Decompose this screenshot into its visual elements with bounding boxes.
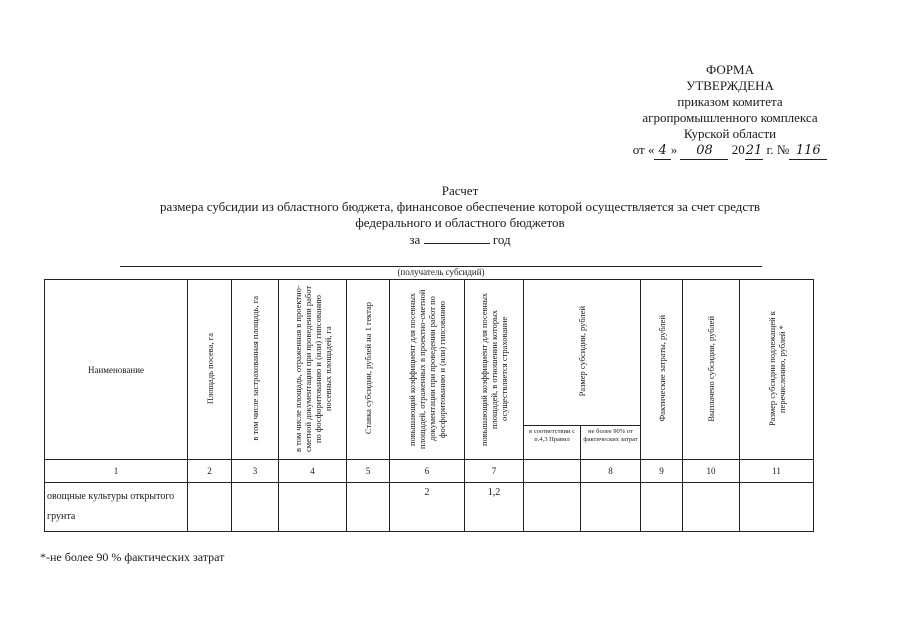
header-c8a: в соответствии с п.4,3 Правил: [524, 426, 581, 460]
year-blank: [424, 231, 490, 244]
form-approval-block: [600, 62, 860, 160]
footnote: *-не более 90 % фактических затрат: [40, 550, 225, 564]
col-num-5: 5: [347, 460, 390, 483]
doc-number: 116: [789, 143, 827, 160]
header-c4: в том числе площадь, отраженная в проектно-сметной документации при проведении работ по фосфоритованию и (или) гипсованию посевных площадей, га: [279, 280, 347, 460]
document-title: [60, 183, 860, 248]
row-c11: [740, 483, 814, 532]
column-number-row: [45, 460, 814, 483]
row-c4: [279, 483, 347, 532]
date-mid: »: [670, 142, 678, 157]
row-c7: 1,2: [465, 483, 524, 532]
subsidy-table: [44, 279, 814, 532]
col-num-3: 3: [232, 460, 279, 483]
row-c8b: [581, 483, 641, 532]
god-label: год: [492, 232, 511, 247]
header-c7: повышающий коэффициент для посевных площадей, в отношении которых осуществляется страхование: [465, 280, 524, 460]
year-line: [60, 231, 860, 248]
col-num-blank: [524, 460, 581, 483]
row-c2: [188, 483, 232, 532]
header-c5: Ставка субсидии, рублей на 1 гектар: [347, 280, 390, 460]
header-name: Наименование: [45, 280, 188, 460]
header-c9: Фактические затраты, рублей: [641, 280, 683, 460]
date-day: 4: [654, 143, 670, 160]
date-suffix: г. №: [766, 142, 790, 157]
row-c3: [232, 483, 279, 532]
row-c8a: [524, 483, 581, 532]
header-c11: Размер субсидии подлежащей к перечислению, рублей *: [740, 280, 814, 460]
approved-label: УТВЕРЖДЕНА: [686, 78, 774, 93]
date-year-prefix: 20: [731, 142, 745, 157]
col-num-2: 2: [188, 460, 232, 483]
header-c8: Размер субсидии, рублей: [524, 280, 641, 426]
date-year-suffix: 21: [745, 143, 763, 158]
committee-label: агропромышленного комплекса: [642, 110, 818, 125]
col-num-7: 7: [465, 460, 524, 483]
date-month: 08: [680, 143, 728, 160]
order-label: приказом комитета: [677, 94, 783, 109]
row-c6: 2: [390, 483, 465, 532]
form-label: ФОРМА: [706, 62, 754, 77]
col-num-9: 9: [641, 460, 683, 483]
row-c10: [683, 483, 740, 532]
title-line-1: Расчет: [441, 183, 479, 198]
row-c9: [641, 483, 683, 532]
header-c6: повышающий коэффициент для посевных площадей, отраженных в проектно-сметной документации при проведении работ по фосфоритованию и (или) гипсованию: [390, 280, 465, 460]
col-num-11: 11: [740, 460, 814, 483]
row-c5: [347, 483, 390, 532]
col-num-10: 10: [683, 460, 740, 483]
col-num-8: 8: [581, 460, 641, 483]
col-num-4: 4: [279, 460, 347, 483]
col-num-6: 6: [390, 460, 465, 483]
header-c10: Выплачено субсидии, рублей: [683, 280, 740, 460]
approval-date-line: [600, 142, 860, 160]
title-line-3: федерального и областного бюджетов: [355, 215, 565, 230]
header-c8b: не более 90% от фактических затрат: [581, 426, 641, 460]
table-row: [45, 483, 814, 532]
header-row: [45, 280, 814, 426]
title-line-2: размера субсидии из областного бюджета, финансовое обеспечение которой осуществляется за счет средств: [159, 199, 761, 214]
date-prefix: от «: [632, 142, 655, 157]
header-c3: в том числе застрахованная площадь, га: [232, 280, 279, 460]
region-label: Курской области: [683, 126, 777, 141]
header-c2: Площадь посева, га: [188, 280, 232, 460]
row-crop-name: овощные культуры открытого грунта: [45, 483, 188, 532]
col-num-1: 1: [45, 460, 188, 483]
recipient-caption: (получатель субсидий): [397, 267, 485, 277]
za-label: за: [409, 232, 421, 247]
